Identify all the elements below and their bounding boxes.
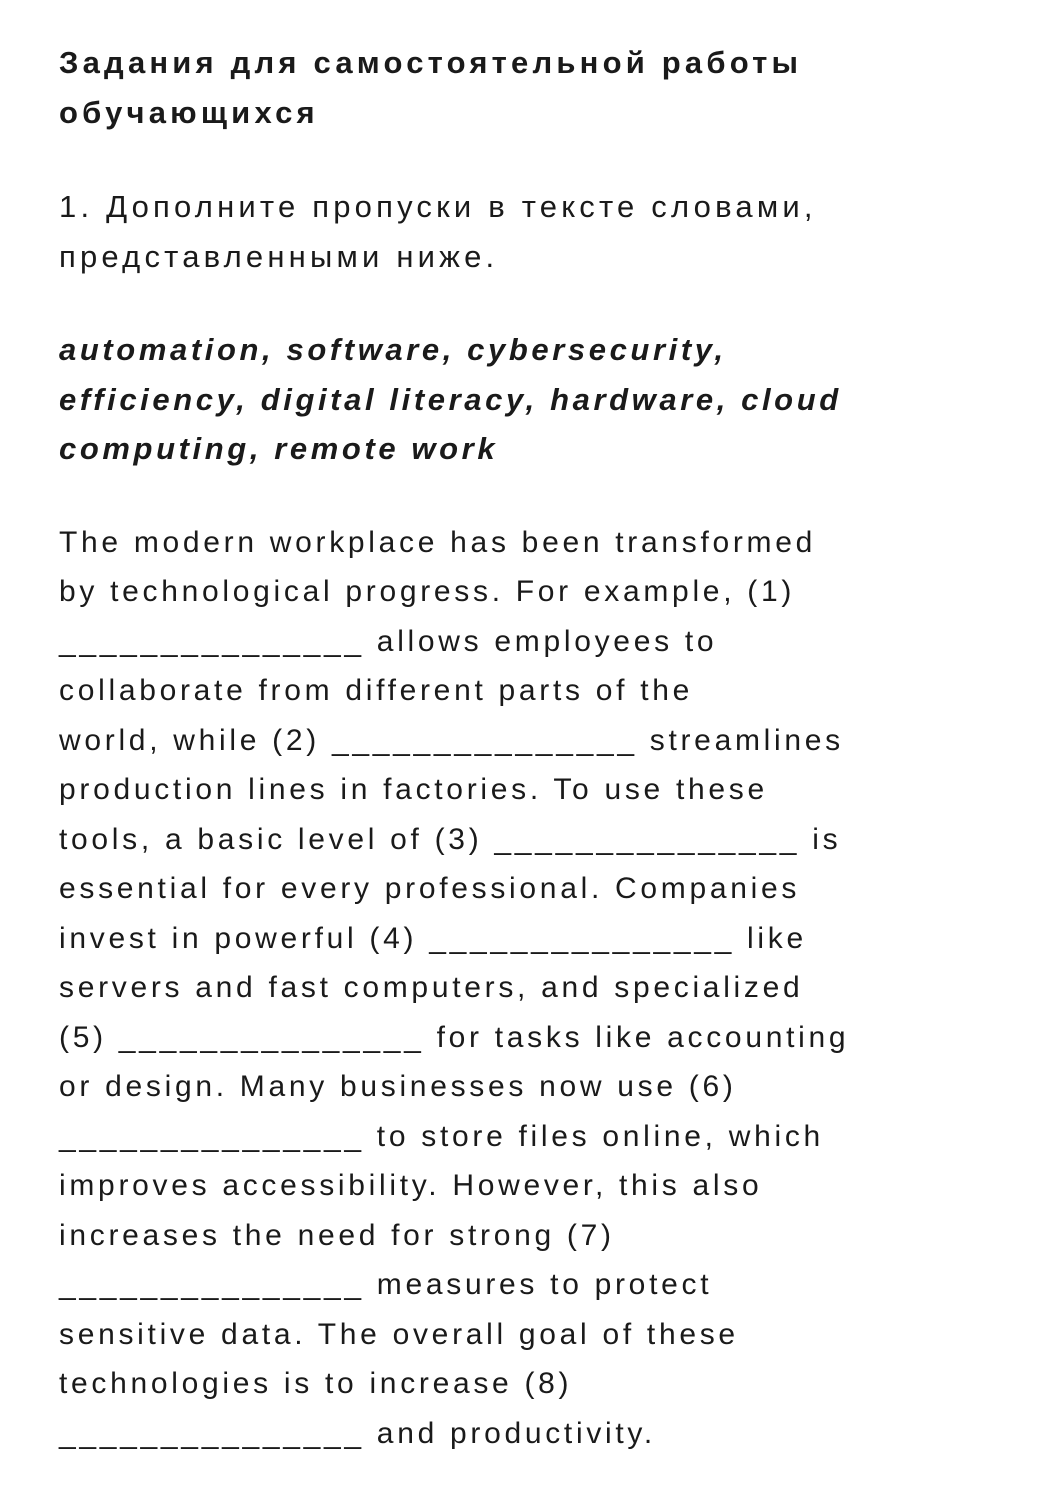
text-line: servers and fast computers, and specialized [59, 971, 804, 1004]
title-line: Задания для самостоятельной работы [59, 45, 803, 80]
text-line: improves accessibility. However, this also [59, 1169, 763, 1202]
text-line: The modern workplace has been transformed [59, 525, 817, 559]
text-line: _______________ measures to protect [59, 1268, 713, 1301]
text-line: by technological progress. For example, (1) [59, 575, 796, 608]
task-instruction [59, 182, 939, 281]
text-line: sensitive data. The overall goal of these [59, 1317, 739, 1351]
text-line: _______________ to store files online, which [59, 1119, 824, 1153]
word-bank-line: automation, software, cybersecurity, [59, 332, 727, 367]
word-bank-line: efficiency, digital literacy, hardware, cloud [59, 381, 842, 417]
title-line: обучающихся [59, 94, 319, 130]
text-line: technologies is to increase (8) [59, 1367, 573, 1400]
text-line: invest in powerful (4) _______________ like [59, 921, 807, 955]
text-line: (5) _______________ for tasks like accounting [59, 1020, 850, 1054]
exercise-text [59, 518, 959, 1459]
word-bank [59, 325, 959, 474]
text-line: or design. Many businesses now use (6) [59, 1070, 737, 1103]
text-line: essential for every professional. Companies [59, 872, 801, 905]
task-line: 1. Дополните пропуски в тексте словами, [59, 189, 817, 224]
text-line: collaborate from different parts of the [59, 674, 694, 707]
text-line: increases the need for strong (7) [59, 1218, 615, 1252]
text-line: world, while (2) _______________ streamlines [59, 723, 844, 757]
text-line: _______________ and productivity. [59, 1416, 656, 1450]
task-line: представленными ниже. [59, 238, 499, 274]
text-line: _______________ allows employees to [59, 624, 718, 658]
text-line: production lines in factories. To use these [59, 773, 768, 806]
page-title [59, 38, 879, 137]
document-page [59, 38, 959, 1458]
word-bank-line: computing, remote work [59, 431, 499, 466]
text-line: tools, a basic level of (3) _______________ is [59, 822, 842, 856]
